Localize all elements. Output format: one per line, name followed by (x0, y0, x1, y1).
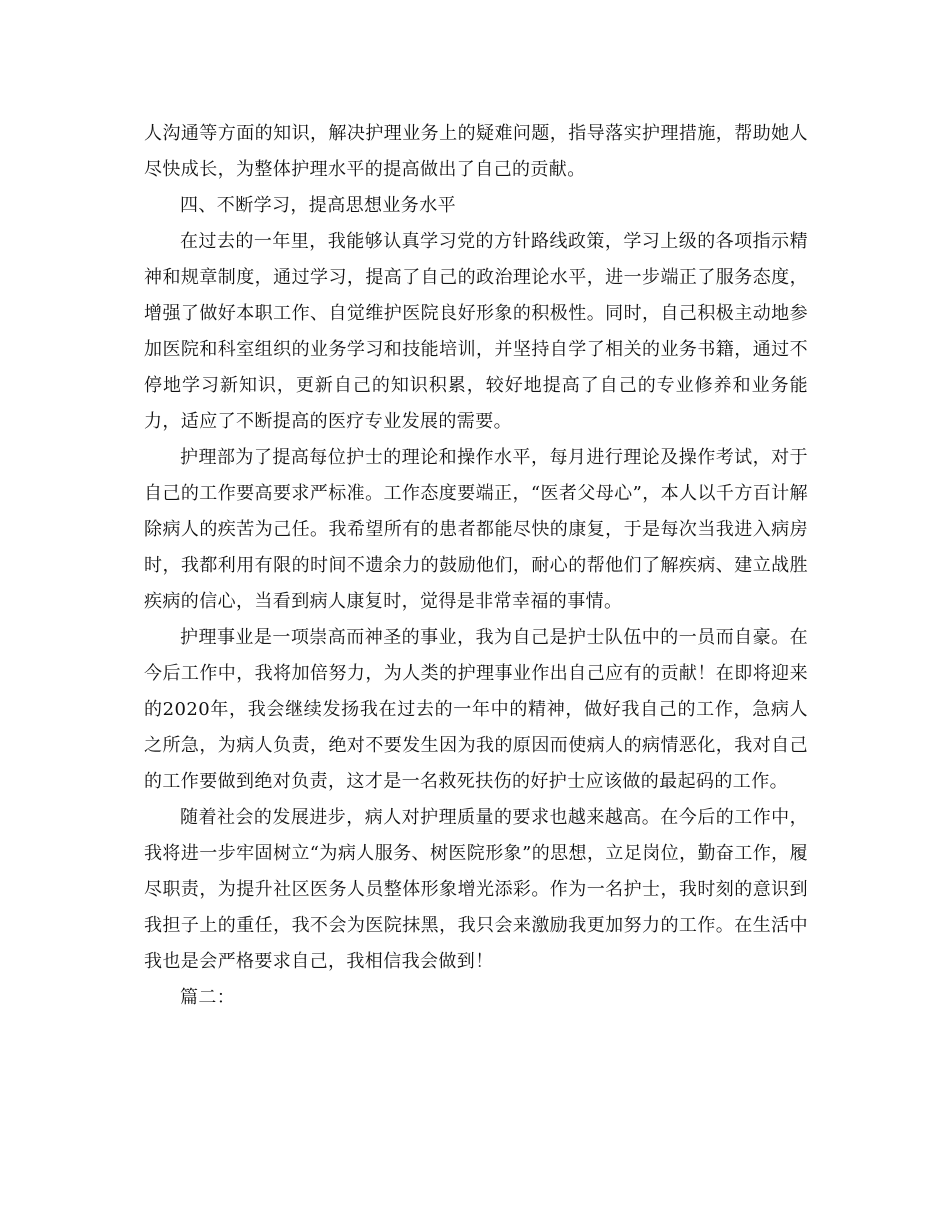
paragraph-nursing-department: 护理部为了提高每位护士的理论和操作水平，每月进行理论及操作考试，对于自己的工作要高要求严标准。工作态度要端正，“医者父母心”，本人以千方百计解除病人的疾苦为己任。我希望所有的患者都能尽快的康复，于是每次当我进入病房时，我都利用有限的时间不遗余力的鼓励他们，耐心的帮他们了解疾病、建立战胜疾病的信心，当看到病人康复时，觉得是非常幸福的事情。 (144, 447, 808, 612)
paragraph-nursing-career: 护理事业是一项崇高而神圣的事业，我为自己是护士队伍中的一员而自豪。在今后工作中，我将加倍努力，为人类的护理事业作出自己应有的贡献！在即将迎来的2020年，我会继续发扬我在过去的一年中的精神，做好我自己的工作，急病人之所急，为病人负责，绝对不要发生因为我的原因而使病人的病情恶化，我对自己的工作要做到绝对负责，这才是一名救死扶伤的好护士应该做的最起码的工作。 (144, 627, 808, 792)
paragraph-study: 在过去的一年里，我能够认真学习党的方针路线政策，学习上级的各项指示精神和规章制度，通过学习，提高了自己的政治理论水平，进一步端正了服务态度，增强了做好本职工作、自觉维护医院良好形象的积极性。同时，自己积极主动地参加医院和科室组织的业务学习和技能培训，并坚持自学了相关的业务书籍，通过不停地学习新知识，更新自己的知识积累，较好地提高了自己的专业修养和业务能力，适应了不断提高的医疗专业发展的需要。 (144, 231, 808, 432)
paragraph-continuation: 人沟通等方面的知识，解决护理业务上的疑难问题，指导落实护理措施，帮助她人尽快成长，为整体护理水平的提高做出了自己的贡献。 (144, 123, 808, 180)
document-body (144, 116, 808, 1016)
part-two-heading: 篇二： (180, 987, 236, 1008)
section-heading-four: 四、不断学习，提高思想业务水平 (180, 195, 456, 216)
paragraph-future-work: 随着社会的发展进步，病人对护理质量的要求也越来越高。在今后的工作中，我将进一步牢固树立“为病人服务、树医院形象”的思想，立足岗位，勤奋工作，履尽职责，为提升社区医务人员整体形象增光添彩。作为一名护士，我时刻的意识到我担子上的重任，我不会为医院抹黑，我只会来激励我更加努力的工作。在生活中我也是会严格要求自己，我相信我会做到！ (144, 807, 808, 972)
